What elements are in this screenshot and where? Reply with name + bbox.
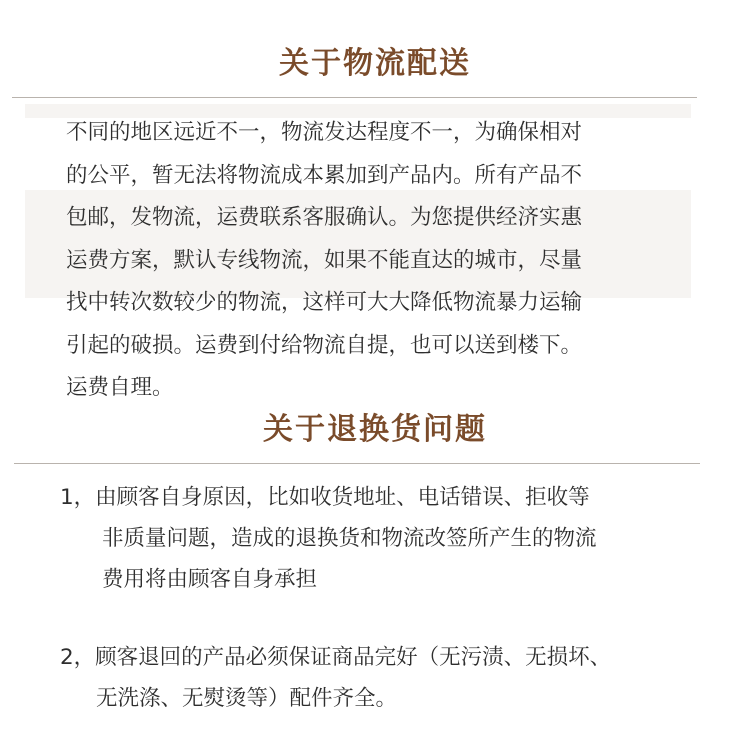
returns-list-item [60,477,700,600]
paragraph-line: 不同的地区远近不一，物流发达程度不一，为确保相对 [66,120,583,145]
list-item-line: 1，由顾客自身原因，比如收货地址、电话错误、拒收等 [60,485,590,510]
logistics-title-divider [12,97,697,98]
paragraph-line: 找中转次数较少的物流，这样可大大降低物流暴力运输 [66,290,583,315]
list-item-line: 无洗涤、无熨烫等）配件齐全。 [96,686,398,711]
list-item-line: 费用将由顾客自身承担 [102,567,318,592]
returns-list-item [60,637,700,719]
paragraph-line: 引起的破损。运费到付给物流自提，也可以送到楼下。 [66,332,583,358]
paragraph-line: 的公平，暂无法将物流成本累加到产品内。所有产品不 [66,162,583,188]
paragraph-line: 运费自理。 [66,375,174,400]
returns-section-title: 关于退换货问题 [263,412,487,447]
paragraph-line: 运费方案，默认专线物流，如果不能直达的城市，尽量 [66,247,583,273]
paragraph-line: 包邮，发物流，运费联系客服确认。为您提供经济实惠 [66,205,583,230]
logistics-section-title: 关于物流配送 [279,46,471,81]
returns-title-divider [14,463,700,464]
list-item-line: 非质量问题，造成的退换货和物流改签所产生的物流 [102,526,597,551]
list-item-line: 2，顾客退回的产品必须保证商品完好（无污渍、无损坏、 [60,645,612,670]
logistics-paragraph [66,112,666,410]
